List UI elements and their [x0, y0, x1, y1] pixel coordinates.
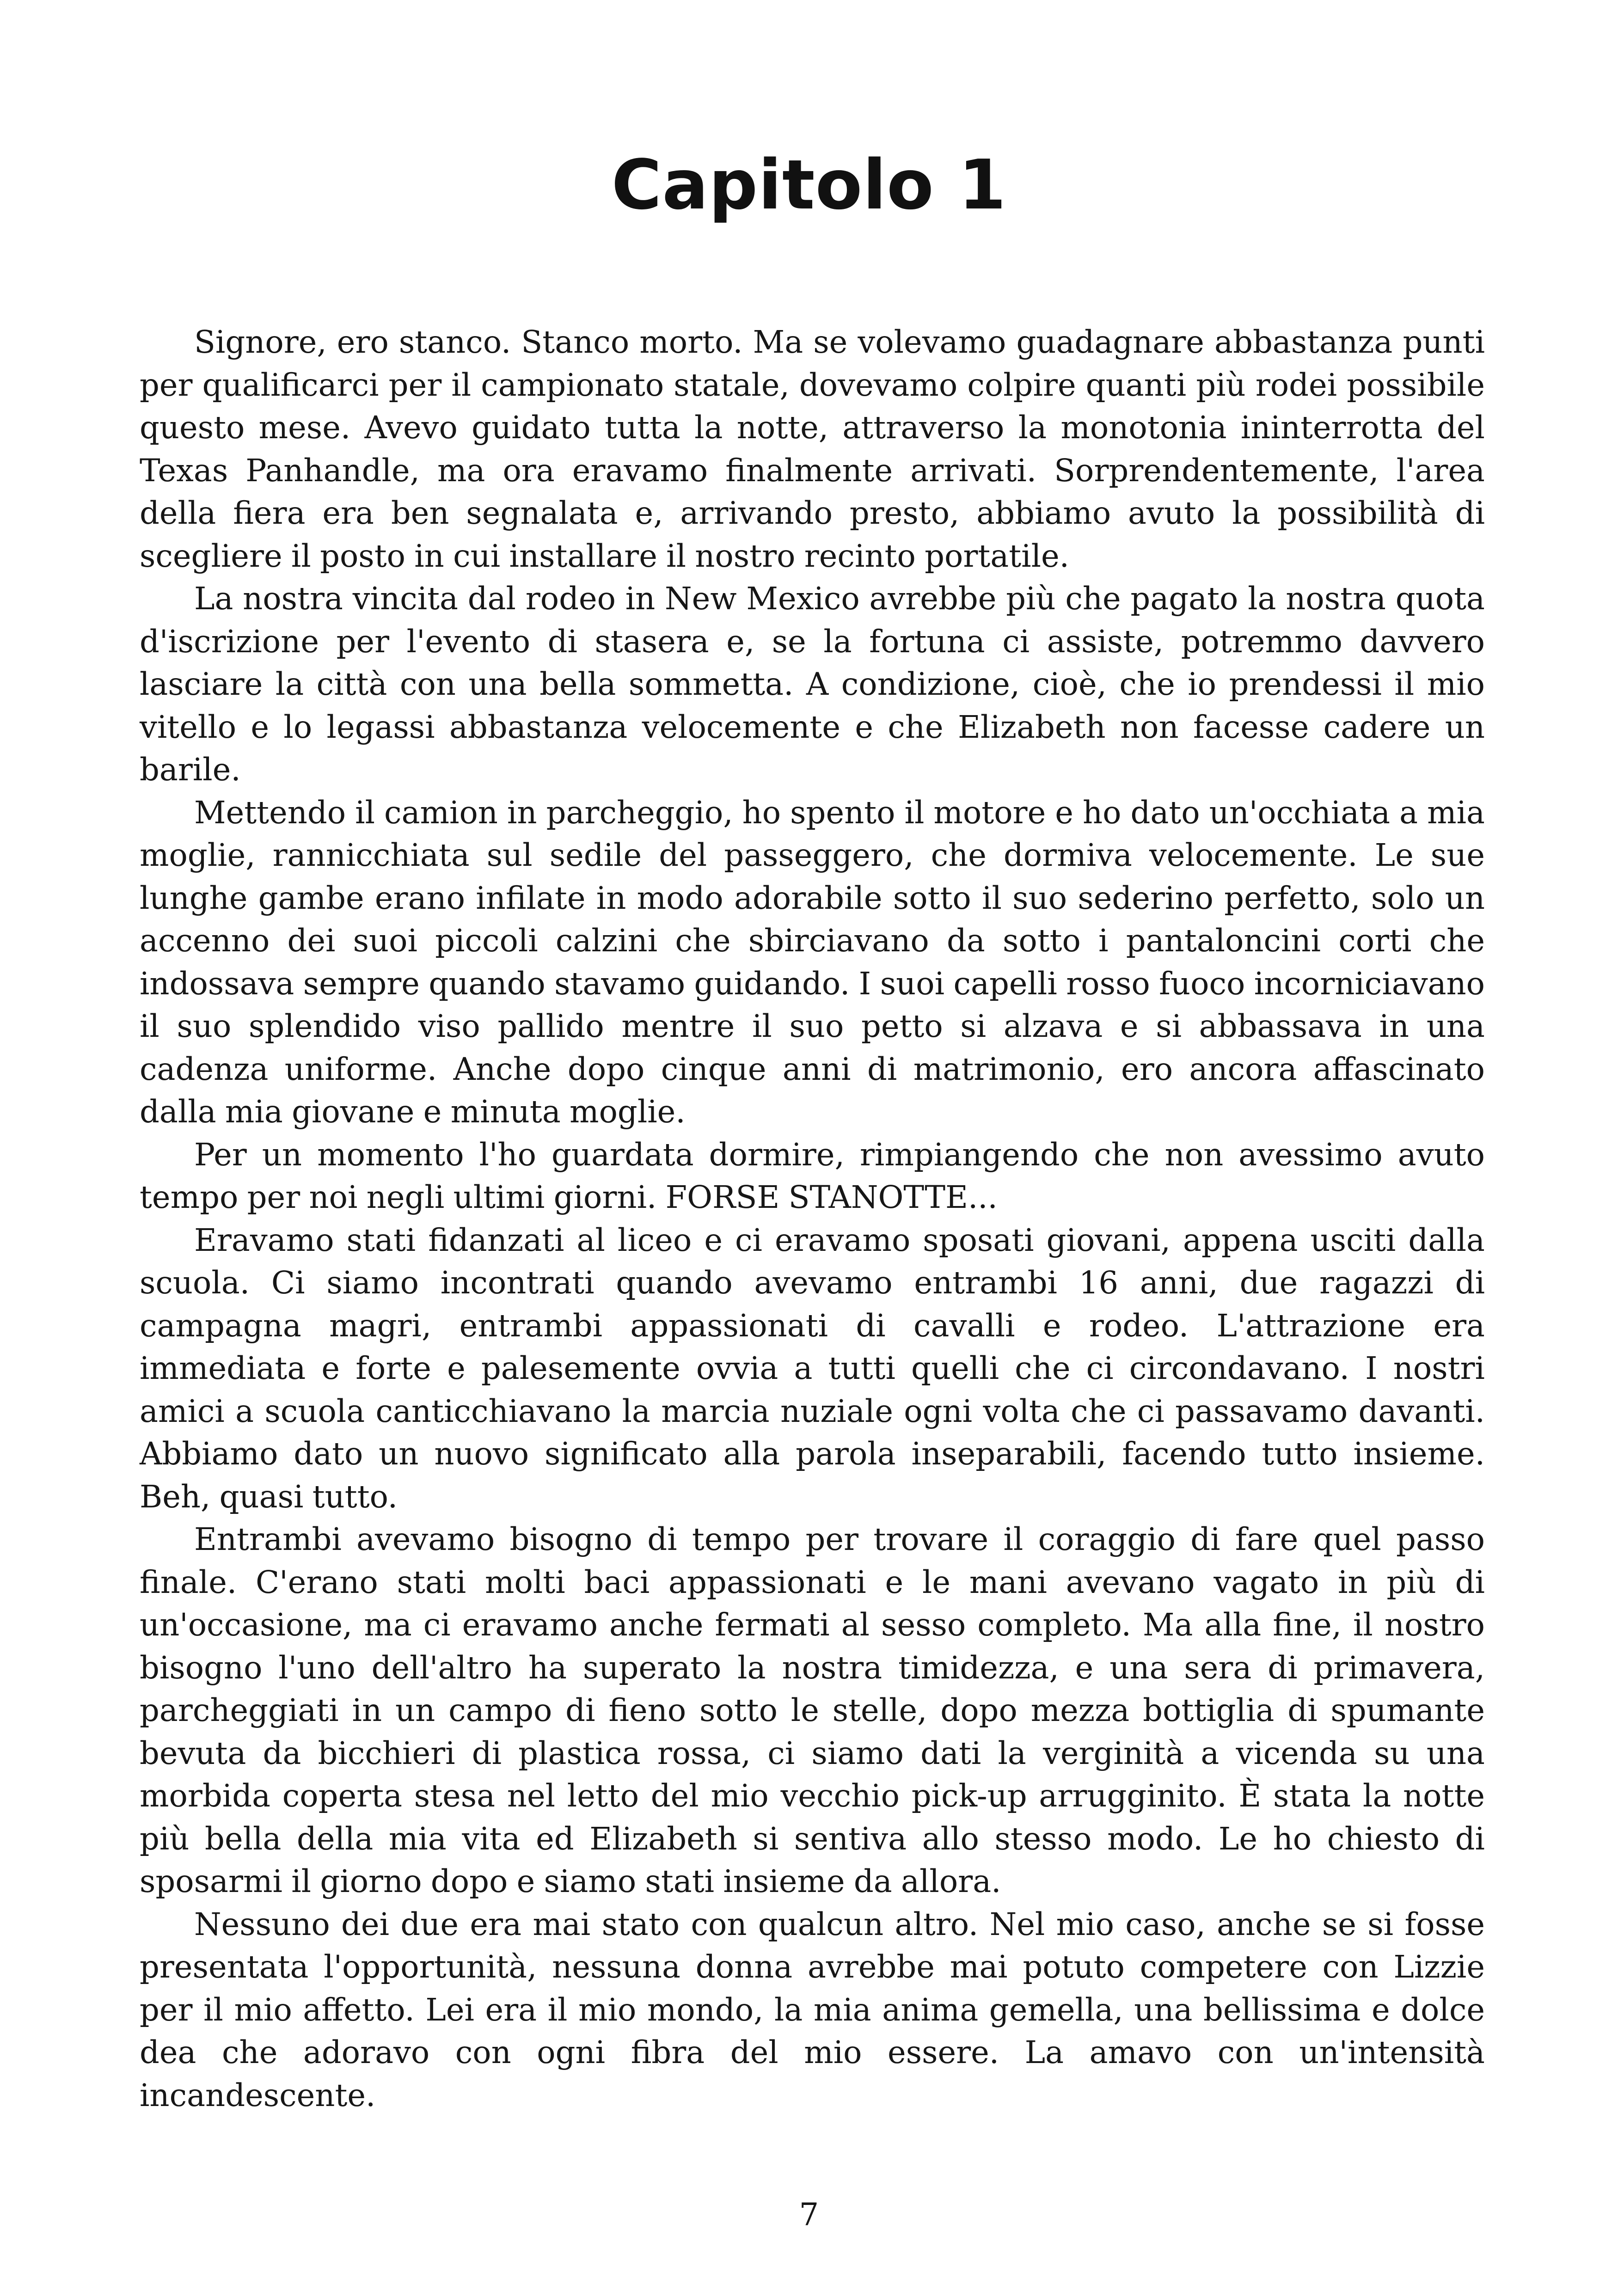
chapter-body	[140, 321, 1485, 2117]
paragraph: La nostra vincita dal rodeo in New Mexico avrebbe più che pagato la nostra quota d'iscrizione per l'evento di stasera e, se la fortuna ci assiste, potremmo davvero lasciare la città con una bella sommetta. A condizione, cioè, che io prendessi il mio vitello e lo legassi abbastanza velocemente e che Elizabeth non facesse cadere un barile.	[140, 581, 1485, 788]
chapter-title: Capitolo 1	[611, 145, 1007, 225]
page-number: 7	[799, 2197, 819, 2233]
paragraph: Eravamo stati fidanzati al liceo e ci eravamo sposati giovani, appena usciti dalla scuola. Ci siamo incontrati quando avevamo entrambi 16 anni, due ragazzi di campagna magri, entrambi appassionati di cavalli e rodeo. L'attrazione era immediata e forte e palesemente ovvia a tutti quelli che ci circondavano. I nostri amici a scuola canticchiavano la marcia nuziale ogni volta che ci passavamo davanti. Abbiamo dato un nuovo significato alla parola inseparabili, facendo tutto insieme. Beh, quasi tutto.	[140, 1222, 1485, 1515]
paragraph: Nessuno dei due era mai stato con qualcun altro. Nel mio caso, anche se si fosse presentata l'opportunità, nessuna donna avrebbe mai potuto competere con Lizzie per il mio affetto. Lei era il mio mondo, la mia anima gemella, una bellissima e dolce dea che adoravo con ogni fibra del mio essere. La amavo con un'intensità incandescente.	[140, 1906, 1485, 2113]
paragraph: Per un momento l'ho guardata dormire, rimpiangendo che non avessimo avuto tempo per noi negli ultimi giorni. FORSE STANOTTE...	[140, 1136, 1485, 1215]
paragraph: Signore, ero stanco. Stanco morto. Ma se volevamo guadagnare abbastanza punti per qualificarci per il campionato statale, dovevamo colpire quanti più rodei possibile questo mese. Avevo guidato tutta la notte, attraverso la monotonia ininterrotta del Texas Panhandle, ma ora eravamo finalmente arrivati. Sorprendentemente, l'area della fiera era ben segnalata e, arrivando presto, abbiamo avuto la possibilità di scegliere il posto in cui installare il nostro recinto portatile.	[140, 324, 1485, 574]
paragraph: Entrambi avevamo bisogno di tempo per trovare il coraggio di fare quel passo finale. C'erano stati molti baci appassionati e le mani avevano vagato in più di un'occasione, ma ci eravamo anche fermati al sesso completo. Ma alla fine, il nostro bisogno l'uno dell'altro ha superato la nostra timidezza, e una sera di primavera, parcheggiati in un campo di fieno sotto le stelle, dopo mezza bottiglia di spumante bevuta da bicchieri di plastica rossa, ci siamo dati la verginità a vicenda su una morbida coperta stesa nel letto del mio vecchio pick-up arrugginito. È stata la notte più bella della mia vita ed Elizabeth si sentiva allo stesso modo. Le ho chiesto di sposarmi il giorno dopo e siamo stati insieme da allora.	[140, 1521, 1485, 1899]
paragraph: Mettendo il camion in parcheggio, ho spento il motore e ho dato un'occhiata a mia moglie, rannicchiata sul sedile del passeggero, che dormiva velocemente. Le sue lunghe gambe erano infilate in modo adorabile sotto il suo sederino perfetto, solo un accenno dei suoi piccoli calzini che sbirciavano da sotto i pantaloncini corti che indossava sempre quando stavamo guidando. I suoi capelli rosso fuoco incorniciavano il suo splendido viso pallido mentre il suo petto si alzava e si abbassava in una cadenza uniforme. Anche dopo cinque anni di matrimonio, ero ancora affascinato dalla mia giovane e minuta moglie.	[140, 794, 1485, 1130]
